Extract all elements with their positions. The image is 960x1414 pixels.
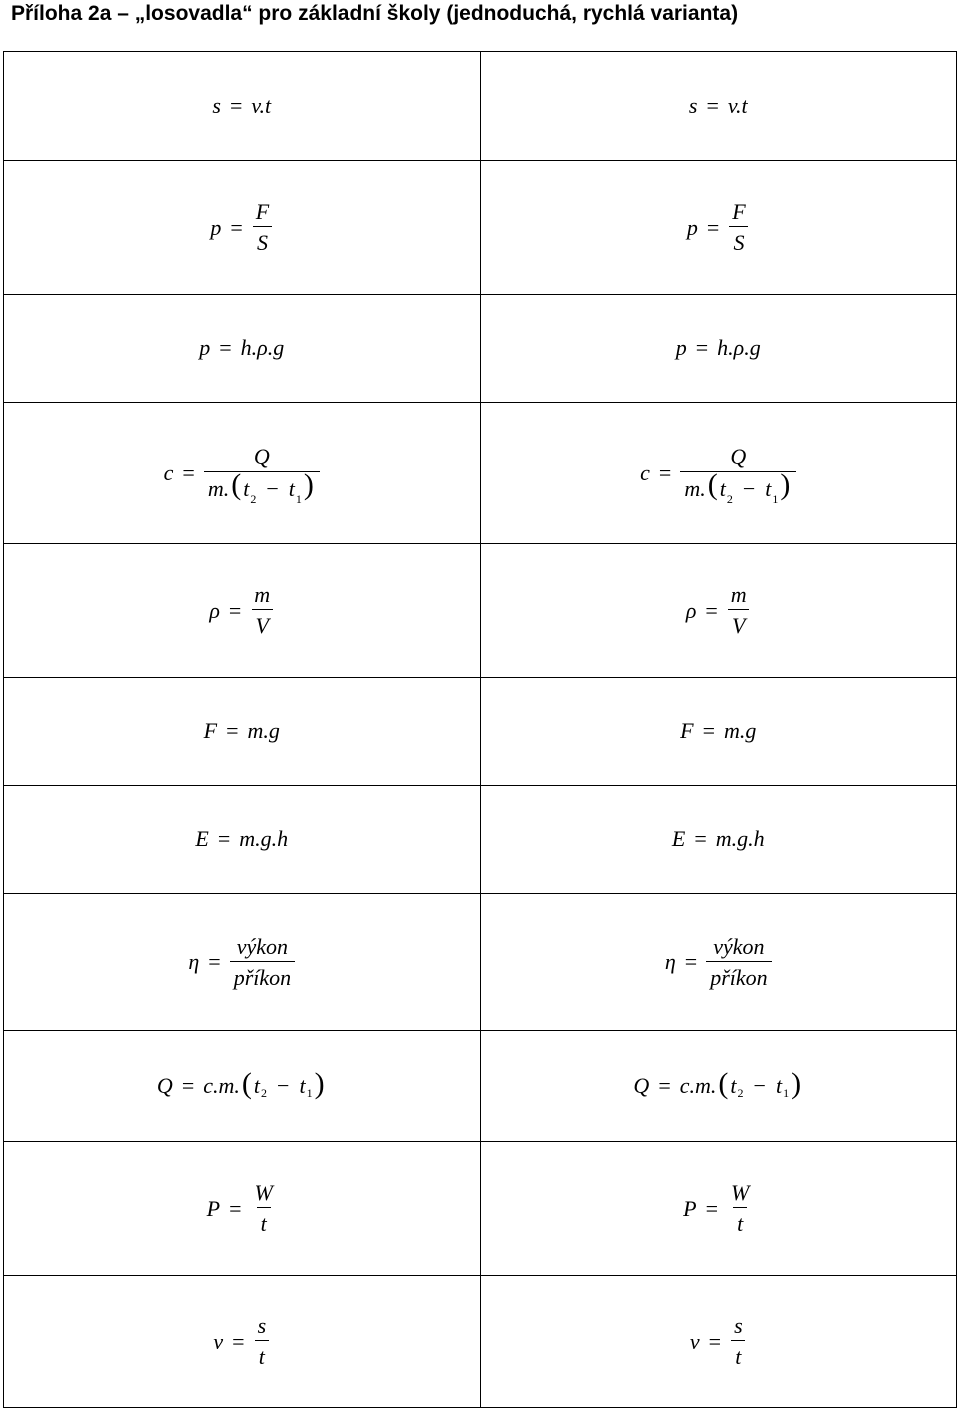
fraction: $\frac{W}{t}$: [254, 1180, 273, 1236]
formula: η = $\frac{\text{výkon}}{\text{příkon}}$: [188, 936, 295, 989]
formula: v = $\frac{s}{t}$: [213, 1315, 270, 1368]
card-row: [4, 52, 957, 161]
formula: η = $\frac{\text{výkon}}{\text{příkon}}$: [665, 936, 772, 989]
card-right-s-vt: [480, 52, 957, 161]
formula: F = m.g: [203, 718, 280, 743]
formula: Q = c.m. ( t 2 − t 1 ): [156, 1066, 325, 1100]
formula: v = $\frac{s}{t}$: [690, 1315, 747, 1368]
fraction: $\frac{\text{výkon}}{\text{příkon}}$: [706, 936, 771, 989]
card-left-speed: [4, 1276, 481, 1408]
page-title: Příloha 2a – „losovadla“ pro základní školy (jednoduchá, rychlá varianta): [11, 2, 739, 25]
card-row: [4, 161, 957, 295]
formula: p = $\frac{F}{S}$: [210, 201, 273, 254]
formula: p = h.ρ.g: [675, 335, 761, 360]
card-row: [4, 894, 957, 1031]
formula: p = $\frac{F}{S}$: [687, 201, 750, 254]
fraction: $\frac{\text{výkon}}{\text{příkon}}$: [230, 936, 295, 989]
card-right-efficiency: [480, 894, 957, 1031]
fraction: $\frac{m}{V}$: [250, 584, 274, 637]
fraction: $\frac{Q}{m.(t_2 - t_1)}$: [680, 446, 796, 500]
card-right-heat: [480, 1031, 957, 1142]
fraction: $\frac{F}{S}$: [252, 201, 273, 254]
card-left-power: [4, 1142, 481, 1276]
formula: F = m.g: [680, 718, 757, 743]
card-right-speed: [480, 1276, 957, 1408]
formula-cards-table: [3, 51, 957, 1408]
card-row: [4, 403, 957, 544]
card-right-density: [480, 544, 957, 678]
formula: ρ = $\frac{m}{V}$: [209, 584, 274, 637]
formula: s = v.t: [212, 92, 272, 118]
formula: E = m.g.h: [671, 826, 765, 851]
fraction: $\frac{s}{t}$: [730, 1315, 747, 1368]
card-row: [4, 678, 957, 786]
card-row: [4, 295, 957, 403]
formula: p = h.ρ.g: [199, 335, 285, 360]
card-left-s-vt: [4, 52, 481, 161]
fraction: $\frac{F}{S}$: [728, 201, 749, 254]
formula: P = $\frac{W}{t}$: [683, 1182, 753, 1235]
card-left-pressure: [4, 161, 481, 295]
fraction: $\frac{m}{V}$: [727, 584, 751, 637]
card-row: [4, 786, 957, 894]
card-right-gravity: [480, 678, 957, 786]
card-row: [4, 1276, 957, 1408]
card-left-specific-heat: [4, 403, 481, 544]
formula: Q = c.m. ( t 2 − t 1 ): [633, 1066, 802, 1100]
card-left-density: [4, 544, 481, 678]
formula: s = v.t: [688, 92, 748, 118]
card-left-hydrostatic: [4, 295, 481, 403]
card-right-specific-heat: [480, 403, 957, 544]
card-row: [4, 1142, 957, 1276]
card-row: [4, 544, 957, 678]
fraction: $\frac{Q}{m.(t_2 - t_1)}$: [204, 446, 320, 500]
formula: c = $\frac{Q}{m.(t_2 - t_1)}$: [640, 446, 796, 500]
card-left-gravity: [4, 678, 481, 786]
card-right-hydrostatic: [480, 295, 957, 403]
card-left-heat: [4, 1031, 481, 1142]
card-left-energy: [4, 786, 481, 894]
card-right-pressure: [480, 161, 957, 295]
formula: c = $\frac{Q}{m.(t_2 - t_1)}$: [164, 446, 320, 500]
formula: ρ = $\frac{m}{V}$: [686, 584, 751, 637]
card-right-energy: [480, 786, 957, 894]
fraction: $\frac{s}{t}$: [254, 1315, 271, 1368]
card-left-efficiency: [4, 894, 481, 1031]
fraction: $\frac{W}{t}$: [731, 1180, 750, 1236]
formula: P = $\frac{W}{t}$: [207, 1182, 277, 1235]
card-right-power: [480, 1142, 957, 1276]
card-row: [4, 1031, 957, 1142]
formula: E = m.g.h: [195, 826, 289, 851]
